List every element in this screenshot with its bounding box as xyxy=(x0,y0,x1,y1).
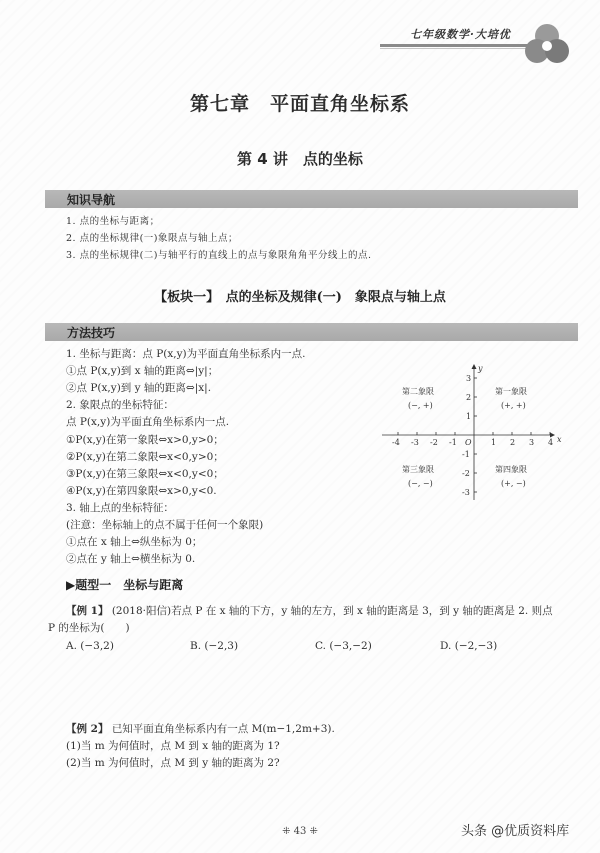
nav-item: 1. 点的坐标与距离； xyxy=(66,216,160,227)
method-line: 3. 轴上点的坐标特征： xyxy=(66,502,174,514)
x-tick: -3 xyxy=(411,438,419,447)
quadrant-2-name: 第二象限 xyxy=(402,387,434,396)
methods-heading: 方法技巧 xyxy=(67,326,116,340)
nav-item: 3. 点的坐标规律(二)与轴平行的直线上的点与象限角角平分线上的点. xyxy=(66,250,372,261)
book-title: 七年级数学·大培优 xyxy=(410,28,511,41)
quadrant-3-sign: (−, −) xyxy=(408,479,433,488)
method-line: ②P(x,y)在第二象限⇔x<0,y>0； xyxy=(66,451,224,463)
quadrant-2-sign: (−, +) xyxy=(408,401,433,410)
quadrant-4-name: 第四象限 xyxy=(495,465,527,474)
example1-stem-cont: P 的坐标为( ) xyxy=(48,622,130,634)
block-title: 【板块一】 点的坐标及规律(一) 象限点与轴上点 xyxy=(154,290,446,305)
example2-label: 【例 2】 xyxy=(66,723,109,735)
chapter-title: 第七章 平面直角坐标系 xyxy=(189,93,410,115)
method-line: (注意：坐标轴上的点不属于任何一个象限) xyxy=(66,519,264,531)
x-axis-label: x xyxy=(557,435,562,444)
quadrant-1-name: 第一象限 xyxy=(495,387,527,396)
example1-option-a: A. (−3,2) xyxy=(66,640,114,652)
method-line: ③P(x,y)在第三象限⇔x<0,y<0； xyxy=(66,468,224,480)
quadrant-4-sign: (+, −) xyxy=(501,479,526,488)
method-line: ①P(x,y)在第一象限⇔x>0,y>0； xyxy=(66,434,224,446)
y-tick: -3 xyxy=(462,488,470,497)
quadrant-3-name: 第三象限 xyxy=(402,465,434,474)
x-tick: 1 xyxy=(491,438,497,447)
y-tick: -1 xyxy=(462,450,470,459)
y-tick: 1 xyxy=(466,412,472,421)
x-tick: 2 xyxy=(510,438,516,447)
example2-part: (2)当 m 为何值时，点 M 到 y 轴的距离为 2? xyxy=(66,757,280,769)
methods-bar xyxy=(45,323,578,341)
method-line: ①点在 x 轴上⇔纵坐标为 0； xyxy=(66,536,203,548)
knowledge-nav-bar xyxy=(45,190,578,208)
example1-option-d: D. (−2,−3) xyxy=(440,640,498,652)
x-tick: -4 xyxy=(392,438,400,447)
example2-part: (1)当 m 为何值时，点 M 到 x 轴的距离为 1? xyxy=(66,740,280,752)
example1-stem xyxy=(66,604,553,618)
example2-text: 已知平面直角坐标系内有一点 M(m−1,2m+3). xyxy=(111,723,335,735)
knowledge-nav-heading: 知识导航 xyxy=(67,193,116,207)
example1-option-c: C. (−3,−2) xyxy=(315,640,372,652)
x-tick: 3 xyxy=(529,438,535,447)
example1-option-b: B. (−2,3) xyxy=(190,640,239,652)
example1-text: (2018·阳信)若点 P 在 x 轴的下方，y 轴的左方，到 x 轴的距离是 3，到 y 轴的距离是 2. 则点 xyxy=(111,605,553,617)
origin-label: O xyxy=(465,438,472,447)
method-line: ①点 P(x,y)到 x 轴的距离⇔|y|； xyxy=(66,365,219,377)
coordinate-plane-diagram xyxy=(378,362,578,502)
nav-item: 2. 点的坐标规律(一)象限点与轴上点； xyxy=(66,233,238,244)
y-tick: 3 xyxy=(466,374,472,383)
book-logo-icon xyxy=(522,21,572,65)
example1-label: 【例 1】 xyxy=(66,605,109,617)
page-number: ⁜ 43 ⁜ xyxy=(282,826,318,837)
method-line: ②点在 y 轴上⇔横坐标为 0. xyxy=(66,553,196,565)
x-tick: -1 xyxy=(449,438,457,447)
x-tick: 4 xyxy=(548,438,554,447)
method-line: 点 P(x,y)为平面直角坐标系内一点. xyxy=(66,416,230,428)
method-line: ②点 P(x,y)到 y 轴的距离⇔|x|. xyxy=(66,382,212,394)
method-line: ④P(x,y)在第四象限⇔x>0,y<0. xyxy=(66,485,217,497)
quadrant-1-sign: (+, +) xyxy=(501,401,526,410)
y-tick: 2 xyxy=(466,393,472,402)
method-line: 2. 象限点的坐标特征： xyxy=(66,399,174,411)
y-tick: -2 xyxy=(462,469,470,478)
method-line: 1. 坐标与距离：点 P(x,y)为平面直角坐标系内一点. xyxy=(66,348,306,360)
watermark: 头条 @优质资料库 xyxy=(461,824,570,839)
question-type-heading: ▶题型一 坐标与距离 xyxy=(66,578,184,592)
example2-stem xyxy=(66,722,335,736)
lecture-title: 第 4 讲 点的坐标 xyxy=(237,150,363,168)
x-tick: -2 xyxy=(430,438,438,447)
y-axis-label: y xyxy=(478,364,483,373)
